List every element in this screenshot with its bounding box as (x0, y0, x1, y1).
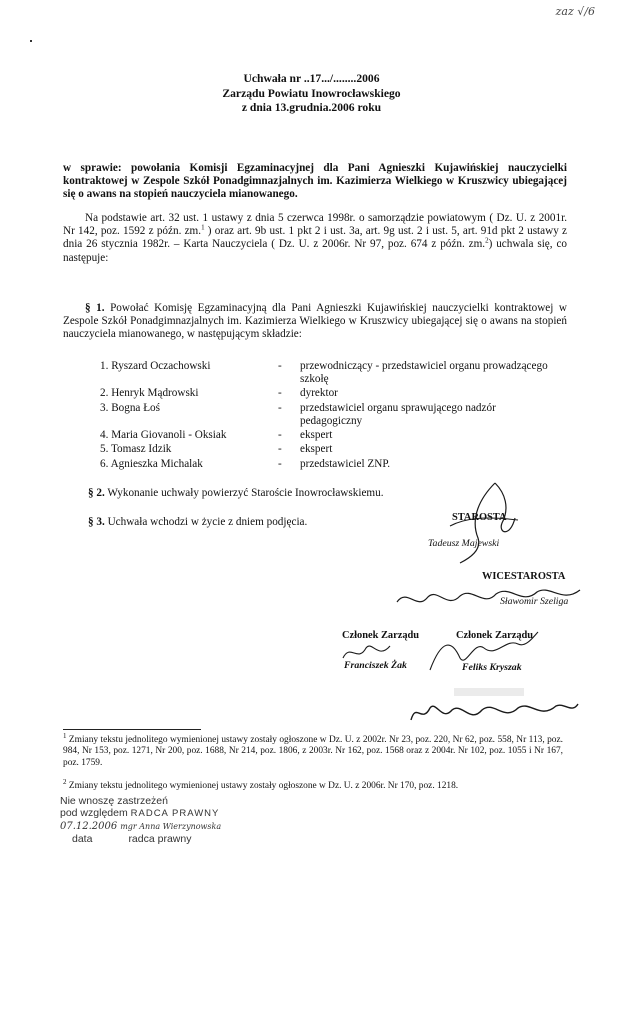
board-member-3-faint-label (454, 688, 524, 696)
footnote-2 (63, 777, 563, 792)
member-dash: - (278, 401, 282, 414)
starosta-name: Tadeusz Majewski (428, 538, 500, 549)
legal-basis-part2: ) oraz art. 9b ust. 1 pkt 2 i ust. 3a, art. 9g ust. 2 i ust. 5, art. 91d pkt 2 ustawy z dnia 26 stycznia 1982r. – Karta Nauczyciela ( Dz. U. z 2006r. Nr 97, poz. 674 z późn. zm. (63, 225, 567, 251)
legal-basis-paragraph (63, 212, 567, 265)
issuing-body: Zarządu Powiatu Inowrocławskiego (222, 86, 401, 100)
member-dash: - (278, 387, 282, 400)
stamp-date-label: data (72, 832, 93, 845)
section-1-text: Powołać Komisję Egzaminacyjną dla Pani Agnieszki Kujawińskiej nauczycielki kontraktowej w Zespole Szkół Ponadgimnazjalnych im. Kazimierza Wielkiego w Kruszwicy ubiegającej się o awans na stopień nauczyciela mianowanego, w następującym składzie: (63, 302, 567, 341)
margin-dot (30, 40, 32, 42)
section-2 (88, 487, 384, 500)
board-member-1-title: Członek Zarządu (342, 630, 420, 641)
footnote-1 (63, 731, 563, 769)
stamp-line-1: Nie wnoszę zastrzeżeń (60, 795, 168, 807)
footnote-2-text: Zmiany tekstu jednolitego wymienionej ustawy zostały ogłoszone w Dz. U. z 2006r. Nr 170, poz. 1218. (66, 781, 459, 791)
footnote-2-mark: 2 (63, 777, 67, 786)
stamp-line-2-text: pod względem (60, 807, 128, 820)
member-name: 6. Agnieszka Michalak (100, 457, 203, 470)
member-role: dyrektor (300, 387, 338, 400)
member-role: przedstawiciel organu sprawującego nadzór pedagogiczny (300, 401, 496, 427)
section-1-label: § 1. (85, 302, 105, 314)
member-row (100, 387, 560, 400)
member-role: przedstawiciel ZNP. (300, 457, 391, 470)
member-name: 5. Tomasz Idzik (100, 443, 172, 456)
stamp-radca-prawny: RADCA PRAWNY (130, 808, 220, 820)
legal-counsel-stamp (60, 795, 221, 845)
wicestarosta-name: Sławomir Szeliga (500, 596, 569, 607)
board-member-2-name: Feliks Kryszak (462, 662, 522, 673)
section-3-text: Uchwała wchodzi w życie z dniem podjęcia. (104, 516, 308, 528)
stamp-line-2 (60, 807, 221, 819)
resolution-header (0, 72, 623, 116)
section-1 (63, 302, 567, 342)
member-name: 2. Henryk Mądrowski (100, 387, 199, 400)
corner-handwritten-mark: zaz √/6 (555, 5, 595, 18)
resolution-date: z dnia 13.grudnia.2006 roku (241, 101, 382, 115)
board-member-3-signature (406, 696, 581, 728)
section-2-label: § 2. (88, 487, 105, 499)
footnote-ref-1: 1 (201, 223, 205, 232)
member-role: przewodniczący - przedstawiciel organu prowadzącego szkołę (300, 360, 548, 386)
footnote-1-text: Zmiany tekstu jednolitego wymienionej ustawy zostały ogłoszone w Dz. U. z 2002r. Nr 23, poz. 220, Nr 62, poz. 558, Nr 113, poz. 984, Nr 153, poz. 1271, Nr 200, poz. 1688, Nr 214, poz. 1806, z 2003r. Nr 162, poz. 1568 oraz z 2004r. Nr 102, poz. 1055 i Nr 167, poz. 1759. (63, 735, 563, 768)
legal-basis-part1: Na podstawie art. 32 ust. 1 ustawy z dnia 5 czerwca 1998r. o samorządzie powiatowym ( Dz. U. z 2001r. Nr 142, poz. 1592 z późn. zm. (63, 212, 567, 238)
member-dash: - (278, 457, 282, 470)
member-row (100, 443, 560, 456)
section-3 (88, 516, 307, 529)
resolution-number: Uchwała nr ..17.../........2006 (243, 72, 380, 85)
starosta-signature (440, 478, 530, 568)
board-member-2-title: Członek Zarządu (456, 630, 534, 641)
member-role: ekspert (300, 443, 333, 456)
member-name: 3. Bogna Łoś (100, 401, 160, 414)
member-name: 4. Maria Giovanoli - Oksiak (100, 429, 227, 442)
footnote-divider (63, 729, 201, 730)
stamp-counsel-name: mgr Anna Wierzynowska (120, 821, 222, 831)
section-3-label: § 3. (88, 516, 105, 528)
member-row (100, 429, 560, 442)
legal-basis-part3: ) uchwala się, co następuje: (63, 238, 568, 264)
stamp-line-4 (60, 833, 221, 845)
wicestarosta-title: WICESTAROSTA (482, 571, 566, 582)
member-row (100, 360, 560, 386)
member-name: 1. Ryszard Oczachowski (100, 360, 211, 372)
member-dash: - (278, 443, 282, 456)
member-row (100, 402, 560, 428)
footnote-ref-2: 2 (485, 236, 489, 245)
member-dash: - (278, 360, 282, 372)
member-row (100, 458, 560, 471)
board-member-1-name: Franciszek Żak (344, 660, 407, 671)
commission-members-list (100, 360, 560, 472)
footnote-1-mark: 1 (63, 731, 67, 740)
section-2-text: Wykonanie uchwały powierzyć Staroście Inowrocławskiemu. (104, 487, 384, 499)
stamp-date-value: 07.12.2006 (60, 820, 118, 832)
stamp-line-3 (60, 820, 221, 833)
starosta-title: STAROSTA (452, 512, 507, 523)
member-role: ekspert (300, 429, 333, 442)
member-dash: - (278, 429, 282, 442)
resolution-subject: w sprawie: powołania Komisji Egzaminacyjnej dla Pani Agnieszki Kujawińskiej nauczycielki kontraktowej w Zespole Szkół Ponadgimnazjalnych im. Kazimierza Wielkiego w Kruszwicy ubiegającej się o awans na stopień nauczyciela mianowanego. (63, 162, 567, 201)
stamp-counsel-label: radca prawny (128, 832, 192, 845)
